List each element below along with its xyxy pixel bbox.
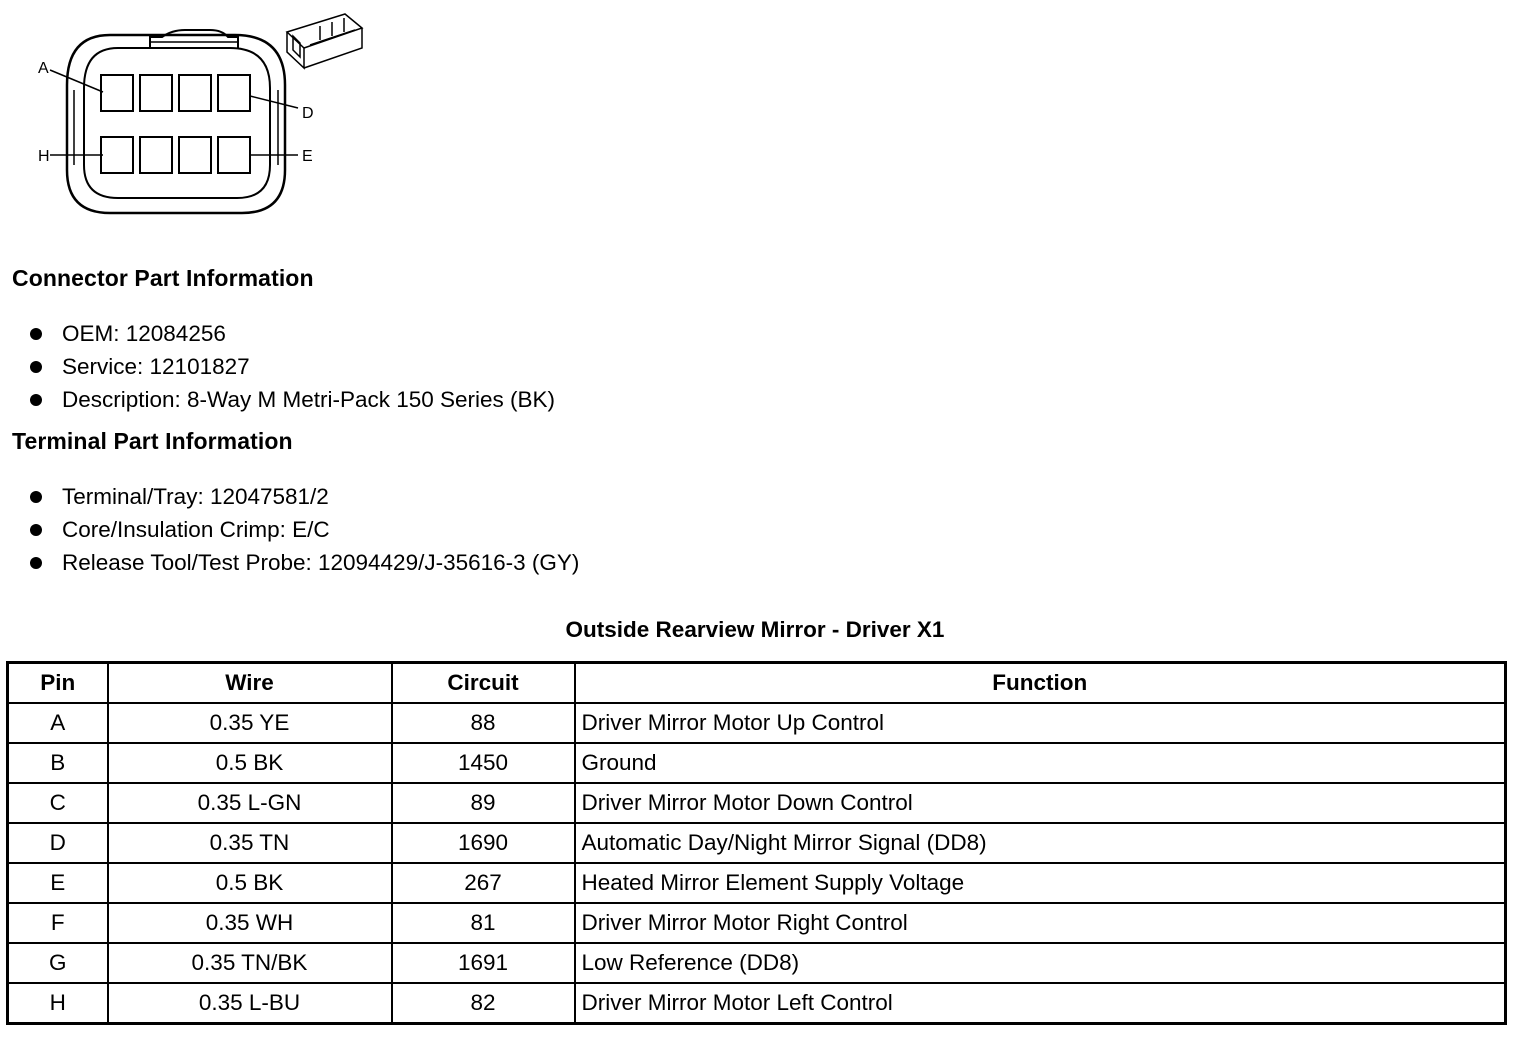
- header-wire: Wire: [108, 663, 392, 704]
- list-item: Terminal/Tray: 12047581/2: [30, 480, 579, 513]
- list-item: Description: 8-Way M Metri-Pack 150 Series (BK): [30, 383, 555, 416]
- cell-circuit: 81: [392, 903, 575, 943]
- cell-wire: 0.35 L-GN: [108, 783, 392, 823]
- list-item: OEM: 12084256: [30, 317, 555, 350]
- table-row: [8, 783, 1506, 823]
- cell-circuit: 267: [392, 863, 575, 903]
- cell-pin: D: [8, 823, 108, 863]
- cell-function: Heated Mirror Element Supply Voltage: [575, 863, 1506, 903]
- cell-pin: F: [8, 903, 108, 943]
- table-row: [8, 823, 1506, 863]
- pin-label-h: H: [38, 148, 50, 165]
- cell-pin: C: [8, 783, 108, 823]
- header-pin: Pin: [8, 663, 108, 704]
- table-row: [8, 703, 1506, 743]
- cavity-e: [218, 137, 250, 173]
- table-row: [8, 943, 1506, 983]
- connector-thumbnail-icon: [287, 14, 362, 68]
- cell-circuit: 88: [392, 703, 575, 743]
- cell-function: Driver Mirror Motor Up Control: [575, 703, 1506, 743]
- list-item: Core/Insulation Crimp: E/C: [30, 513, 579, 546]
- table-header-row: [8, 663, 1506, 704]
- cavity-h: [101, 137, 133, 173]
- cavity-a: [101, 75, 133, 111]
- cell-wire: 0.5 BK: [108, 863, 392, 903]
- cavity-b: [140, 75, 172, 111]
- header-circuit: Circuit: [392, 663, 575, 704]
- table-row: [8, 903, 1506, 943]
- cavity-f: [179, 137, 211, 173]
- cell-wire: 0.35 WH: [108, 903, 392, 943]
- cell-function: Driver Mirror Motor Right Control: [575, 903, 1506, 943]
- connector-face-diagram: [0, 0, 380, 225]
- list-item: Release Tool/Test Probe: 12094429/J-35616-3 (GY): [30, 546, 579, 579]
- cell-circuit: 1691: [392, 943, 575, 983]
- pin-label-a: A: [38, 60, 49, 77]
- terminal-part-info-heading: Terminal Part Information: [12, 428, 293, 454]
- table-title: Outside Rearview Mirror - Driver X1: [565, 617, 945, 642]
- cell-pin: E: [8, 863, 108, 903]
- table-row: [8, 983, 1506, 1024]
- connector-part-info-list: [30, 317, 555, 416]
- cell-wire: 0.35 L-BU: [108, 983, 392, 1024]
- cell-function: Low Reference (DD8): [575, 943, 1506, 983]
- cell-pin: A: [8, 703, 108, 743]
- cell-circuit: 1450: [392, 743, 575, 783]
- table-row: [8, 743, 1506, 783]
- pin-label-e: E: [302, 148, 313, 165]
- cell-function: Automatic Day/Night Mirror Signal (DD8): [575, 823, 1506, 863]
- cell-function: Ground: [575, 743, 1506, 783]
- cell-pin: B: [8, 743, 108, 783]
- cell-function: Driver Mirror Motor Left Control: [575, 983, 1506, 1024]
- cell-circuit: 82: [392, 983, 575, 1024]
- cell-pin: H: [8, 983, 108, 1024]
- cell-wire: 0.35 TN/BK: [108, 943, 392, 983]
- pin-out-table: [6, 661, 1507, 1025]
- cell-wire: 0.35 YE: [108, 703, 392, 743]
- cavity-c: [179, 75, 211, 111]
- header-function: Function: [575, 663, 1506, 704]
- cavity-d: [218, 75, 250, 111]
- cell-pin: G: [8, 943, 108, 983]
- list-item: Service: 12101827: [30, 350, 555, 383]
- cell-function: Driver Mirror Motor Down Control: [575, 783, 1506, 823]
- terminal-part-info-list: [30, 480, 579, 579]
- table-row: [8, 863, 1506, 903]
- cell-wire: 0.5 BK: [108, 743, 392, 783]
- pin-label-d: D: [302, 105, 314, 122]
- connector-part-info-heading: Connector Part Information: [12, 265, 314, 291]
- cell-wire: 0.35 TN: [108, 823, 392, 863]
- cavity-g: [140, 137, 172, 173]
- cell-circuit: 1690: [392, 823, 575, 863]
- cell-circuit: 89: [392, 783, 575, 823]
